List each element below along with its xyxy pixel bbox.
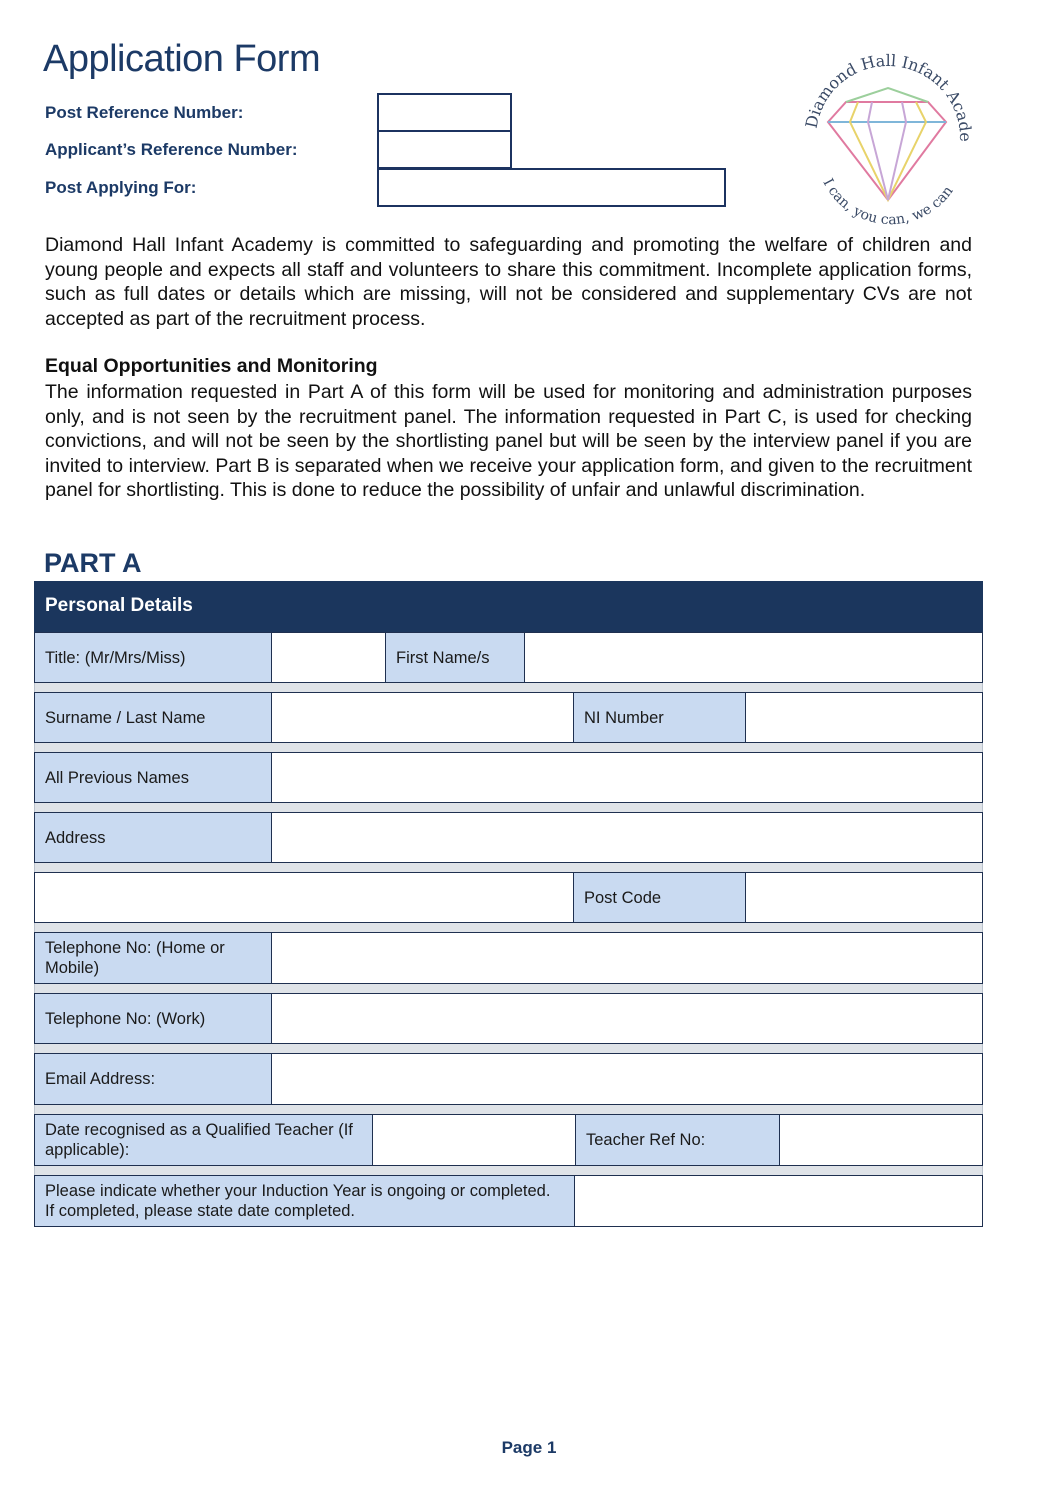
row-separator xyxy=(34,803,983,812)
school-logo xyxy=(788,40,983,225)
page-number: Page 1 xyxy=(501,1438,557,1457)
post-reference-field[interactable] xyxy=(377,93,512,132)
logo-motto: I can, you can, we can xyxy=(819,176,957,225)
post-reference-label: Post Reference Number: xyxy=(45,103,244,122)
post-applying-label: Post Applying For: xyxy=(45,178,197,197)
row-separator xyxy=(34,923,983,932)
induction-row xyxy=(34,1175,983,1227)
title-field[interactable] xyxy=(272,633,386,682)
telephone-work-field[interactable] xyxy=(272,994,982,1043)
qts-date-label: Date recognised as a Qualified Teacher (If applicable): xyxy=(35,1115,373,1165)
previous-names-field[interactable] xyxy=(272,753,982,802)
post-code-field[interactable] xyxy=(746,873,982,922)
telephone-home-row xyxy=(34,932,983,984)
teacher-ref-label: Teacher Ref No: xyxy=(576,1115,780,1165)
telephone-home-label: Telephone No: (Home or Mobile) xyxy=(35,933,272,983)
previous-names-row xyxy=(34,752,983,803)
ni-number-label: NI Number xyxy=(574,693,746,742)
logo-name: Diamond Hall Infant Acade xyxy=(801,50,976,142)
row-separator xyxy=(34,1166,983,1175)
surname-label: Surname / Last Name xyxy=(35,693,272,742)
row-separator xyxy=(34,1044,983,1053)
diamond-icon xyxy=(788,40,983,225)
email-row xyxy=(34,1053,983,1105)
intro-paragraph: Diamond Hall Infant Academy is committed to safeguarding and promoting the welfare of children and young people and expects all staff and volunteers to share this commitment. Incomplete application forms, such as full dates or details which are missing, will not be considered and supplementary CVs are not accepted as part of the recruitment process. xyxy=(45,234,972,330)
qualified-teacher-row xyxy=(34,1114,983,1166)
induction-label: Please indicate whether your Induction Year is ongoing or completed. If completed, please state date completed. xyxy=(35,1176,575,1226)
row-separator xyxy=(34,683,983,692)
postcode-row xyxy=(34,872,983,923)
part-a-heading: PART A xyxy=(44,548,142,578)
applicant-reference-label: Applicant’s Reference Number: xyxy=(45,140,298,159)
row-separator xyxy=(34,863,983,872)
address-row xyxy=(34,812,983,863)
personal-details-header: Personal Details xyxy=(34,581,983,632)
equal-opportunities-heading: Equal Opportunities and Monitoring xyxy=(45,355,378,377)
page-title: Application Form xyxy=(43,38,321,80)
surname-ni-row xyxy=(34,692,983,743)
row-separator xyxy=(34,1105,983,1114)
row-separator xyxy=(34,984,983,993)
email-label: Email Address: xyxy=(35,1054,272,1104)
row-separator xyxy=(34,743,983,752)
title-firstname-row xyxy=(34,632,983,683)
address-line-2-field[interactable] xyxy=(35,873,574,922)
induction-field[interactable] xyxy=(575,1176,982,1226)
post-code-label: Post Code xyxy=(574,873,746,922)
equal-opportunities-paragraph: The information requested in Part A of this form will be used for monitoring and administration purposes only, and is not seen by the recruitment panel. The information requested in Part C, is used for checking convictions, and will not be seen by the shortlisting panel but will be seen by the interview panel if you are invited to interview. Part B is separated when we receive your application form, and given to the recruitment panel for shortlisting. This is done to reduce the possibility of unfair and unlawful discrimination. xyxy=(45,381,972,501)
ni-number-field[interactable] xyxy=(746,693,982,742)
address-label: Address xyxy=(35,813,272,862)
telephone-home-field[interactable] xyxy=(272,933,982,983)
qts-date-field[interactable] xyxy=(373,1115,576,1165)
email-field[interactable] xyxy=(272,1054,982,1104)
title-label: Title: (Mr/Mrs/Miss) xyxy=(35,633,272,682)
first-names-label: First Name/s xyxy=(386,633,525,682)
address-field[interactable] xyxy=(272,813,982,862)
post-applying-field[interactable] xyxy=(377,168,726,207)
telephone-work-row xyxy=(34,993,983,1044)
teacher-ref-field[interactable] xyxy=(780,1115,982,1165)
applicant-reference-field[interactable] xyxy=(377,130,512,169)
previous-names-label: All Previous Names xyxy=(35,753,272,802)
telephone-work-label: Telephone No: (Work) xyxy=(35,994,272,1043)
first-names-field[interactable] xyxy=(525,633,982,682)
surname-field[interactable] xyxy=(272,693,574,742)
